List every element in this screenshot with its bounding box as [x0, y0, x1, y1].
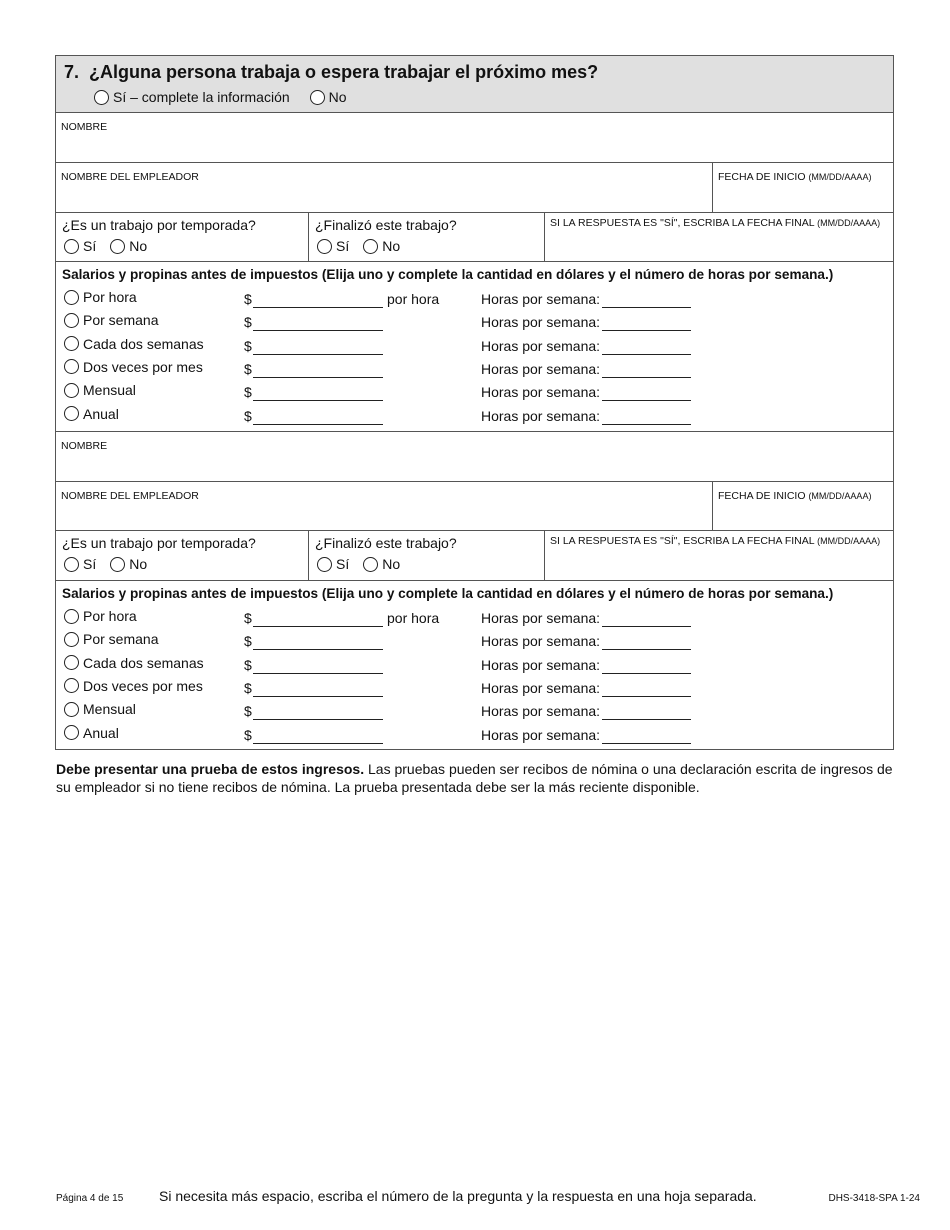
frequency-label: Por semana — [83, 631, 159, 648]
hours-input[interactable] — [602, 377, 691, 378]
note-text: Las pruebas pueden ser recibos de nómina o una declaración escrita de ingresos de su empleador si no tiene recibos de nómina. La prueba presentada debe ser la más reciente disponible. — [56, 761, 893, 795]
frequency-radio[interactable] — [64, 313, 79, 328]
ended-question: ¿Finalizó este trabajo? — [315, 217, 457, 233]
amount-input[interactable] — [253, 330, 383, 331]
employer-field[interactable] — [56, 163, 712, 212]
seasonal-yes-radio[interactable] — [64, 239, 79, 254]
start-date-field[interactable] — [712, 482, 893, 530]
amount-input[interactable] — [253, 354, 383, 355]
wage-row — [64, 723, 884, 745]
hours-label: Horas por semana: — [481, 384, 601, 401]
name-field[interactable] — [56, 113, 893, 163]
no-radio[interactable] — [310, 90, 325, 105]
wage-row — [64, 334, 884, 356]
ended-yes-radio[interactable] — [317, 239, 332, 254]
hours-input[interactable] — [602, 330, 691, 331]
hours-label: Horas por semana: — [481, 291, 601, 307]
start-date-field[interactable] — [712, 163, 893, 212]
seasonal-cell — [56, 531, 308, 580]
seasonal-cell — [56, 213, 308, 261]
question-title — [64, 62, 598, 83]
wage-row — [64, 380, 884, 402]
seasonal-yes[interactable] — [64, 238, 96, 254]
page-number: Página 4 de 15 — [56, 1193, 124, 1204]
frequency-radio[interactable] — [64, 702, 79, 717]
seasonal-yes[interactable] — [64, 556, 96, 572]
employer-row — [56, 163, 893, 213]
dollar-sign: $ — [244, 703, 252, 720]
wage-row — [64, 404, 884, 426]
ended-no-radio[interactable] — [363, 239, 378, 254]
yes-label: Sí – complete la información — [113, 89, 290, 105]
start-date-label: FECHA DE INICIO (MM/DD/AAAA) — [718, 490, 872, 502]
frequency-label: Cada dos semanas — [83, 654, 204, 671]
proof-note — [56, 760, 896, 796]
hours-input[interactable] — [602, 424, 691, 425]
note-bold: Debe presentar una prueba de estos ingresos. — [56, 761, 365, 777]
hours-label: Horas por semana: — [481, 360, 601, 377]
seasonal-question: ¿Es un trabajo por temporada? — [62, 217, 256, 233]
seasonal-yes-label: Sí — [83, 556, 97, 572]
hours-label: Horas por semana: — [481, 679, 601, 696]
name-field[interactable] — [56, 432, 893, 482]
wage-row — [64, 357, 884, 379]
seasonal-question: ¿Es un trabajo por temporada? — [62, 535, 256, 551]
frequency-label: Por hora — [83, 289, 137, 305]
question-text: ¿Alguna persona trabaja o espera trabajar el próximo mes? — [89, 62, 599, 82]
hours-input[interactable] — [602, 719, 691, 720]
job-status-row — [56, 531, 893, 581]
frequency-label: Por semana — [83, 312, 159, 329]
hours-label: Horas por semana: — [481, 407, 601, 424]
no-option[interactable] — [310, 89, 347, 105]
dollar-sign: $ — [244, 360, 252, 377]
dollar-sign: $ — [244, 291, 252, 307]
hours-input[interactable] — [602, 649, 691, 650]
frequency-radio[interactable] — [64, 725, 79, 740]
amount-input[interactable] — [253, 719, 383, 720]
hours-input[interactable] — [602, 696, 691, 697]
hours-input[interactable] — [602, 307, 691, 308]
hours-input[interactable] — [602, 743, 691, 744]
name-label: NOMBRE — [61, 440, 108, 452]
frequency-radio[interactable] — [64, 383, 79, 398]
job-status-row — [56, 213, 893, 262]
employer-label: NOMBRE DEL EMPLEADOR — [61, 490, 199, 502]
seasonal-no-radio[interactable] — [110, 557, 125, 572]
wage-row — [64, 606, 884, 628]
ended-yes-label: Sí — [336, 556, 350, 572]
hours-label: Horas por semana: — [481, 703, 601, 720]
frequency-label: Mensual — [83, 701, 136, 718]
frequency-label: Dos veces por mes — [83, 677, 203, 694]
wages-title: Salarios y propinas antes de impuestos (Elija uno y complete la cantidad en dólares y el número de horas por semana.) — [62, 267, 834, 282]
hours-label: Horas por semana: — [481, 633, 601, 650]
frequency-option[interactable] — [64, 655, 204, 671]
hours-input[interactable] — [602, 400, 691, 401]
ended-no-label: No — [382, 238, 401, 254]
seasonal-no[interactable] — [110, 556, 147, 572]
footer-instruction: Si necesita más espacio, escriba el número de la pregunta y la respuesta en una hoja separada. — [159, 1188, 757, 1204]
end-date-label: SI LA RESPUESTA ES "SÍ", ESCRIBA LA FECHA FINAL (MM/DD/AAAA) — [550, 535, 881, 547]
amount-input[interactable] — [253, 424, 383, 425]
amount-input[interactable] — [253, 649, 383, 650]
dollar-sign: $ — [244, 337, 252, 354]
amount-input[interactable] — [253, 307, 383, 308]
amount-input[interactable] — [253, 626, 383, 627]
frequency-option[interactable] — [64, 359, 203, 375]
wages-title: Salarios y propinas antes de impuestos (Elija uno y complete la cantidad en dólares y el número de horas por semana.) — [62, 586, 834, 601]
wage-row — [64, 676, 884, 698]
question-number: 7. — [64, 62, 80, 82]
frequency-radio[interactable] — [64, 290, 79, 305]
frequency-label: Mensual — [83, 382, 136, 399]
dollar-sign: $ — [244, 314, 252, 331]
question-7-form — [55, 55, 894, 750]
dollar-sign: $ — [244, 407, 252, 424]
frequency-option[interactable] — [64, 701, 136, 717]
ended-yes[interactable] — [317, 238, 349, 254]
seasonal-no-label: No — [129, 238, 148, 254]
hours-input[interactable] — [602, 354, 691, 355]
ended-cell — [308, 213, 544, 261]
frequency-radio[interactable] — [64, 678, 79, 693]
end-date-label: SI LA RESPUESTA ES "SÍ", ESCRIBA LA FECHA FINAL (MM/DD/AAAA) — [550, 217, 881, 229]
hours-input[interactable] — [602, 673, 691, 674]
frequency-option[interactable] — [64, 608, 137, 624]
wage-row — [64, 629, 884, 651]
employer-field[interactable] — [56, 482, 712, 530]
frequency-option[interactable] — [64, 289, 137, 305]
frequency-radio[interactable] — [64, 406, 79, 421]
frequency-label: Cada dos semanas — [83, 335, 204, 352]
seasonal-no[interactable] — [110, 238, 147, 254]
frequency-option[interactable] — [64, 336, 204, 352]
frequency-radio[interactable] — [64, 632, 79, 647]
frequency-option[interactable] — [64, 312, 158, 328]
hours-label: Horas por semana: — [481, 656, 601, 673]
dollar-sign: $ — [244, 679, 252, 696]
frequency-radio[interactable] — [64, 655, 79, 670]
frequency-option[interactable] — [64, 678, 203, 694]
frequency-option[interactable] — [64, 631, 158, 647]
frequency-label: Anual — [83, 405, 119, 422]
ended-no-radio[interactable] — [363, 557, 378, 572]
end-date-field[interactable] — [544, 531, 893, 580]
dollar-sign: $ — [244, 656, 252, 673]
frequency-option[interactable] — [64, 406, 119, 422]
hours-label: Horas por semana: — [481, 610, 601, 626]
wages-section — [56, 262, 893, 432]
wage-row — [64, 699, 884, 721]
hours-label: Horas por semana: — [481, 726, 601, 743]
ended-no[interactable] — [363, 238, 400, 254]
employer-label: NOMBRE DEL EMPLEADOR — [61, 171, 199, 183]
amount-input[interactable] — [253, 400, 383, 401]
amount-input[interactable] — [253, 696, 383, 697]
employer-row — [56, 482, 893, 531]
frequency-option[interactable] — [64, 725, 119, 741]
wages-section — [56, 581, 893, 749]
end-date-field[interactable] — [544, 213, 893, 261]
yes-radio[interactable] — [94, 90, 109, 105]
ended-cell — [308, 531, 544, 580]
ended-yes-radio[interactable] — [317, 557, 332, 572]
seasonal-no-radio[interactable] — [110, 239, 125, 254]
ended-question: ¿Finalizó este trabajo? — [315, 535, 457, 551]
seasonal-yes-radio[interactable] — [64, 557, 79, 572]
no-label: No — [328, 89, 347, 105]
amount-input[interactable] — [253, 377, 383, 378]
wage-row — [64, 287, 884, 309]
question-header — [56, 56, 893, 113]
seasonal-no-label: No — [129, 556, 148, 572]
per-hour-label: por hora — [387, 291, 440, 307]
hours-label: Horas por semana: — [481, 337, 601, 354]
frequency-radio[interactable] — [64, 336, 79, 351]
wage-row — [64, 653, 884, 675]
amount-input[interactable] — [253, 673, 383, 674]
name-label: NOMBRE — [61, 121, 108, 133]
dollar-sign: $ — [244, 610, 252, 626]
ended-yes-label: Sí — [336, 238, 350, 254]
ended-no[interactable] — [363, 556, 400, 572]
hours-input[interactable] — [602, 626, 691, 627]
start-date-label: FECHA DE INICIO (MM/DD/AAAA) — [718, 171, 872, 183]
frequency-label: Dos veces por mes — [83, 358, 203, 375]
dollar-sign: $ — [244, 633, 252, 650]
ended-no-label: No — [382, 556, 401, 572]
dollar-sign: $ — [244, 726, 252, 743]
frequency-label: Anual — [83, 724, 119, 741]
question-options — [94, 89, 367, 105]
frequency-radio[interactable] — [64, 359, 79, 374]
dollar-sign: $ — [244, 384, 252, 401]
frequency-label: Por hora — [83, 608, 137, 624]
yes-option[interactable] — [94, 89, 290, 105]
frequency-radio[interactable] — [64, 609, 79, 624]
hours-label: Horas por semana: — [481, 314, 601, 331]
form-id: DHS-3418-SPA 1-24 — [828, 1193, 920, 1204]
amount-input[interactable] — [253, 743, 383, 744]
seasonal-yes-label: Sí — [83, 238, 97, 254]
ended-yes[interactable] — [317, 556, 349, 572]
per-hour-label: por hora — [387, 610, 440, 626]
frequency-option[interactable] — [64, 382, 136, 398]
wage-row — [64, 310, 884, 332]
